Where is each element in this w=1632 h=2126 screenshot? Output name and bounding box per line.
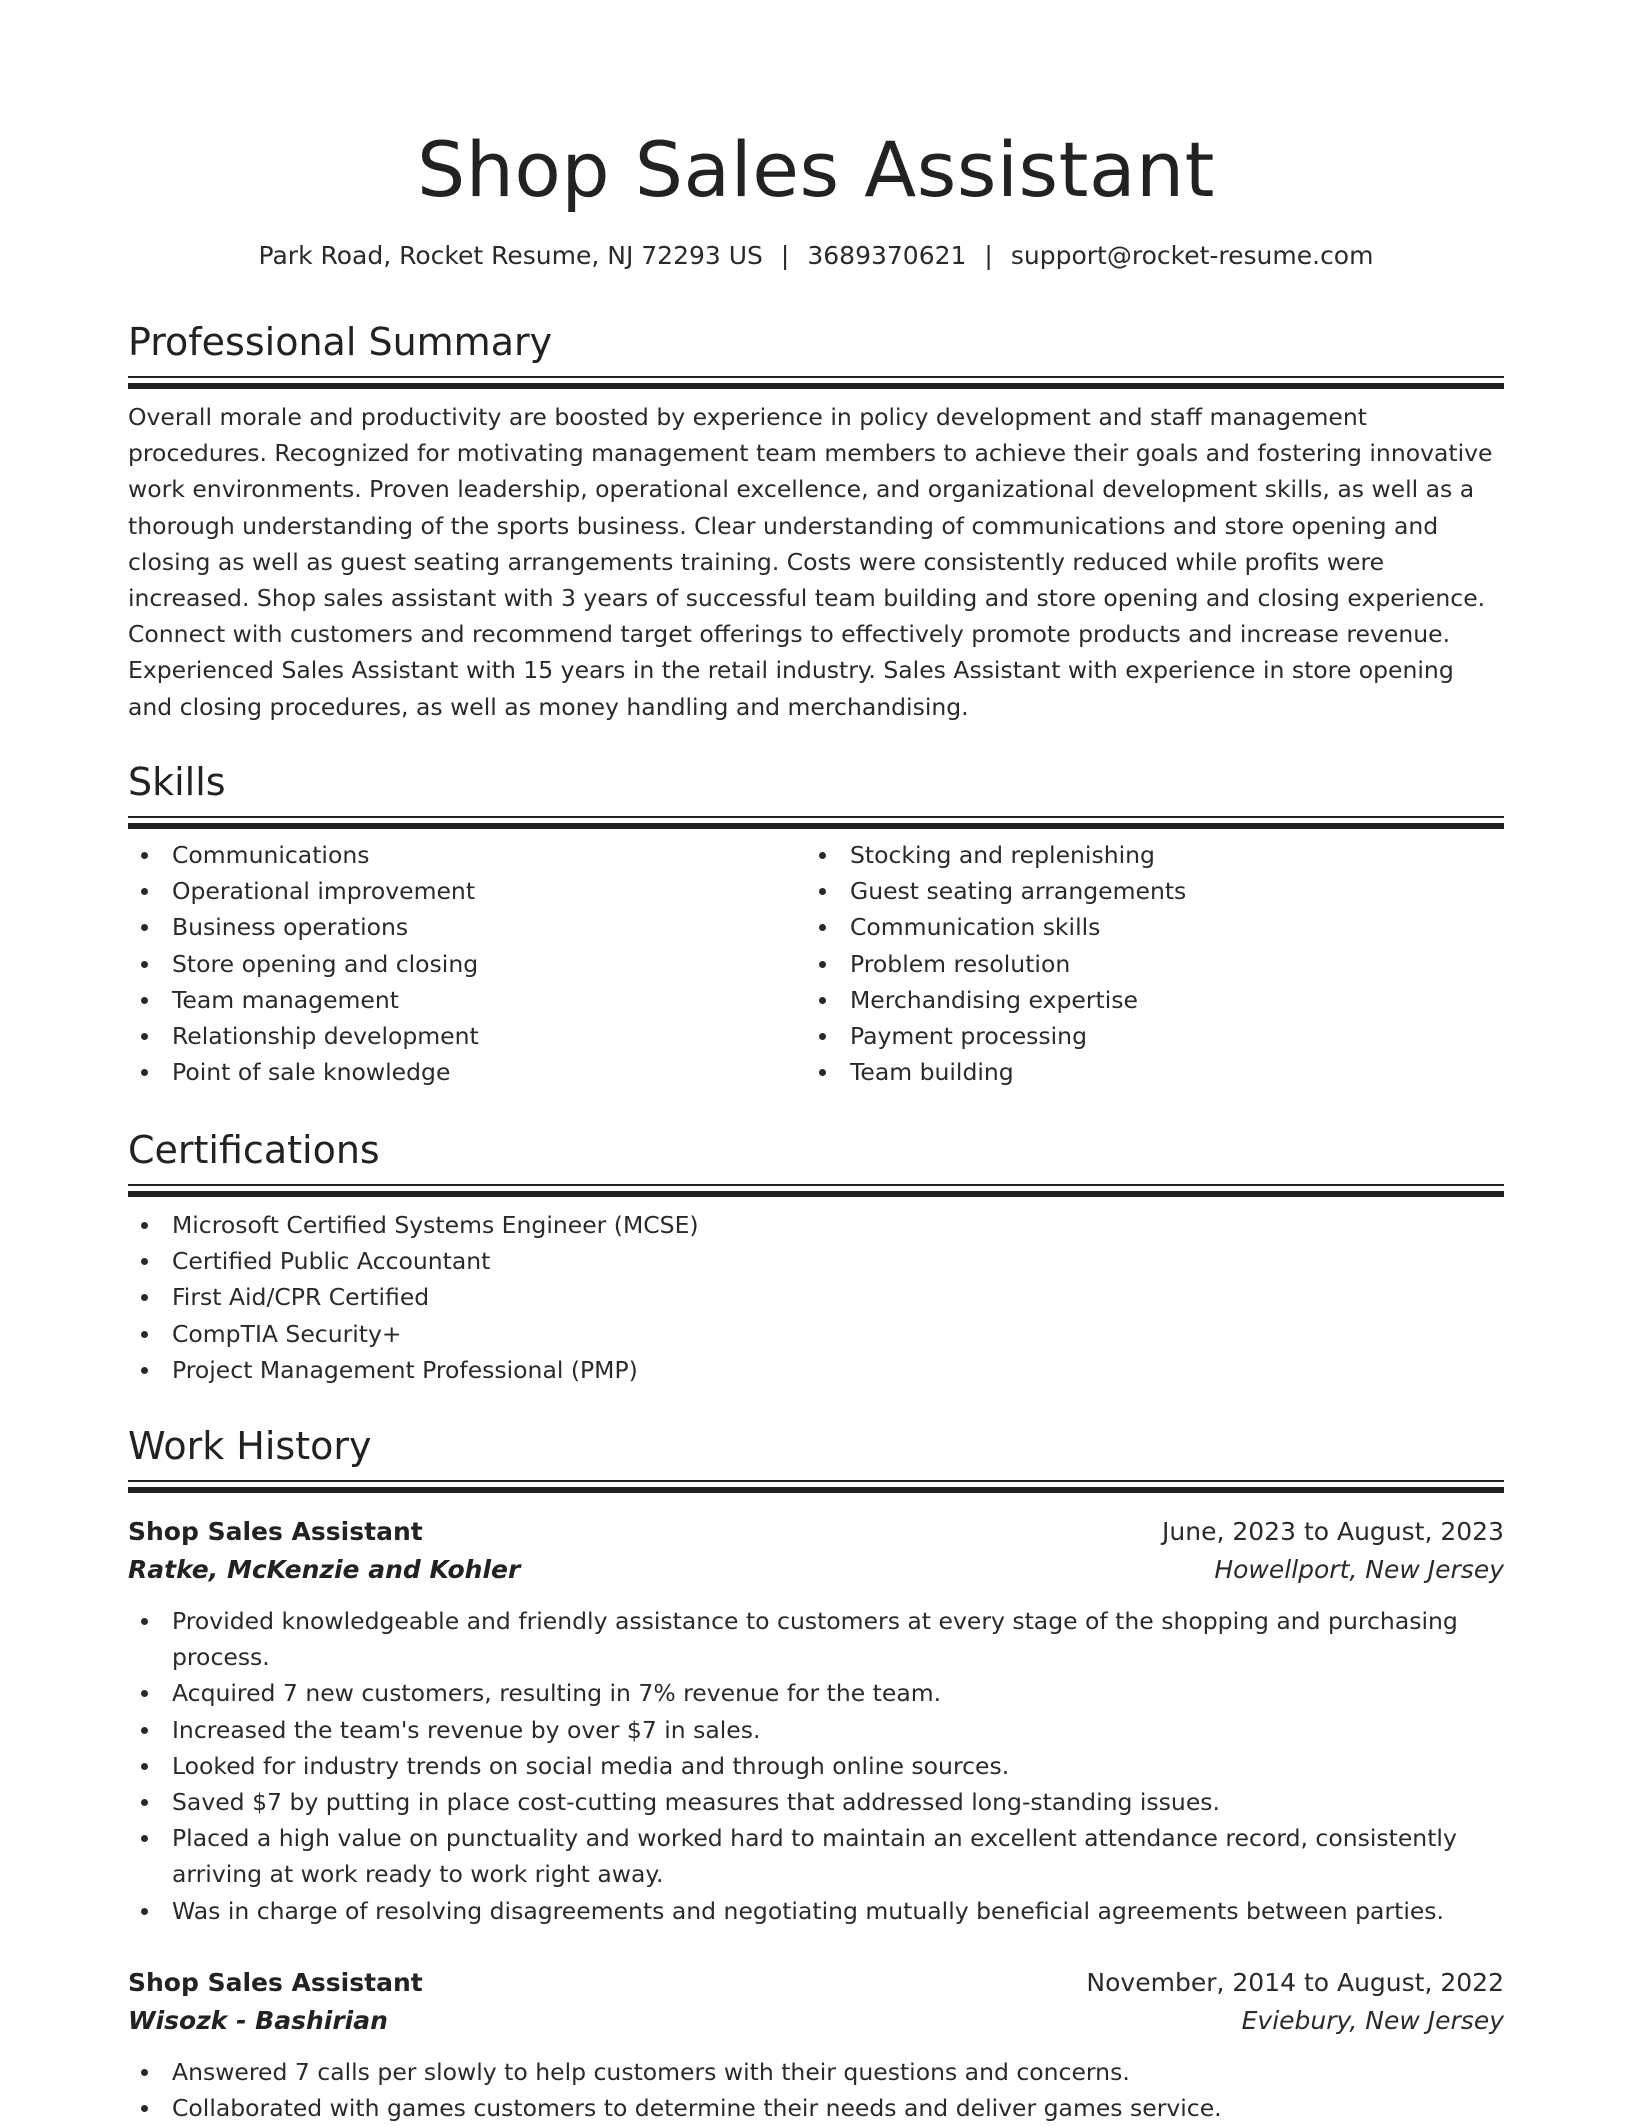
- skills-heading: Skills: [128, 760, 226, 804]
- skill-item: Business operations: [128, 909, 806, 945]
- skill-item: Merchandising expertise: [806, 982, 1484, 1018]
- job-entry: [128, 1964, 1504, 2126]
- certifications-list: [128, 1207, 1504, 1388]
- skills-list-left: [128, 837, 806, 1090]
- job-bullet: Acquired 7 new customers, resulting in 7% revenue for the team.: [128, 1675, 1504, 1711]
- job-subheader: [128, 2002, 1504, 2040]
- job-entry: [128, 1513, 1504, 1929]
- skills-columns: [128, 837, 1504, 1090]
- skill-item: Payment processing: [806, 1018, 1484, 1054]
- certification-item: Certified Public Accountant: [128, 1243, 1504, 1279]
- contact-email: support@rocket-resume.com: [1010, 241, 1374, 270]
- skill-item: Stocking and replenishing: [806, 837, 1484, 873]
- job-bullet: Increased the team's revenue by over $7 in sales.: [128, 1712, 1504, 1748]
- skill-item: Communication skills: [806, 909, 1484, 945]
- certification-item: Project Management Professional (PMP): [128, 1352, 1504, 1388]
- skill-item: Operational improvement: [128, 873, 806, 909]
- skill-item: Relationship development: [128, 1018, 806, 1054]
- certifications-heading: Certifications: [128, 1128, 380, 1172]
- job-company: Wisozk - Bashirian: [128, 2006, 388, 2035]
- job-subheader: [128, 1551, 1504, 1589]
- job-bullet: Saved $7 by putting in place cost-cutting measures that addressed long-standing issues.: [128, 1784, 1504, 1820]
- job-company: Ratke, McKenzie and Kohler: [128, 1555, 521, 1584]
- section-divider-thick: [128, 383, 1504, 389]
- job-bullet: Looked for industry trends on social media and through online sources.: [128, 1748, 1504, 1784]
- section-divider: [128, 816, 1504, 818]
- job-bullet: Answered 7 calls per slowly to help customers with their questions and concerns.: [128, 2054, 1504, 2090]
- job-location: Eviebury, New Jersey: [1241, 2006, 1504, 2035]
- section-divider-thick: [128, 1487, 1504, 1493]
- section-divider: [128, 376, 1504, 378]
- certification-item: First Aid/CPR Certified: [128, 1279, 1504, 1315]
- skills-section: [128, 756, 1504, 1090]
- contact-separator: |: [984, 241, 993, 270]
- job-bullet: Placed a high value on punctuality and worked hard to maintain an excellent attendance record, consistently arriving at work ready to work right away.: [128, 1820, 1504, 1892]
- job-header: [128, 1513, 1504, 1551]
- certifications-section: [128, 1124, 1504, 1388]
- summary-section: [128, 316, 1504, 725]
- job-location: Howellport, New Jersey: [1214, 1555, 1504, 1584]
- skill-item: Team management: [128, 982, 806, 1018]
- certification-item: CompTIA Security+: [128, 1316, 1504, 1352]
- skill-item: Store opening and closing: [128, 946, 806, 982]
- skill-item: Communications: [128, 837, 806, 873]
- job-bullet: Was in charge of resolving disagreements and negotiating mutually beneficial agreements between parties.: [128, 1893, 1504, 1929]
- job-dates: June, 2023 to August, 2023: [1162, 1517, 1504, 1546]
- skill-item: Team building: [806, 1054, 1484, 1090]
- page-title: Shop Sales Assistant: [417, 125, 1215, 214]
- section-divider: [128, 1184, 1504, 1186]
- contact-address: Park Road, Rocket Resume, NJ 72293 US: [258, 241, 763, 270]
- skill-item: Problem resolution: [806, 946, 1484, 982]
- summary-text: Overall morale and productivity are boosted by experience in policy development and staff management procedures. Recognized for motivating management team members to achieve their goals and fostering innovative work environments. Proven leadership, operational excellence, and organizational development skills, as well as a thorough understanding of the sports business. Clear understanding of communications and store opening and closing as well as guest seating arrangements training. Costs were consistently reduced while profits were increased. Shop sales assistant with 3 years of successful team building and store opening and closing experience. Connect with customers and recommend target offerings to effectively promote products and increase revenue. Experienced Sales Assistant with 15 years in the retail industry. Sales Assistant with experience in store opening and closing procedures, as well as money handling and merchandising.: [128, 403, 1493, 721]
- certification-item: Microsoft Certified Systems Engineer (MCSE): [128, 1207, 1504, 1243]
- job-title: Shop Sales Assistant: [128, 1968, 423, 1997]
- skills-list-right: [806, 837, 1484, 1090]
- contact-line: [128, 236, 1504, 276]
- job-dates: November, 2014 to August, 2022: [1086, 1968, 1504, 1997]
- job-bullets: [128, 1603, 1504, 1929]
- section-divider-thick: [128, 1191, 1504, 1197]
- job-header: [128, 1964, 1504, 2002]
- work-history-section: [128, 1420, 1504, 1493]
- contact-phone: 3689370621: [807, 241, 967, 270]
- skill-item: Point of sale knowledge: [128, 1054, 806, 1090]
- skill-item: Guest seating arrangements: [806, 873, 1484, 909]
- job-title: Shop Sales Assistant: [128, 1517, 423, 1546]
- job-bullet: Provided knowledgeable and friendly assistance to customers at every stage of the shopping and purchasing process.: [128, 1603, 1504, 1675]
- work-history-heading: Work History: [128, 1424, 372, 1468]
- section-divider: [128, 1480, 1504, 1482]
- contact-separator: |: [780, 241, 790, 270]
- section-divider-thick: [128, 823, 1504, 829]
- job-bullets: [128, 2054, 1504, 2126]
- job-bullet: Collaborated with games customers to determine their needs and deliver games service.: [128, 2090, 1504, 2126]
- summary-heading: Professional Summary: [128, 320, 553, 364]
